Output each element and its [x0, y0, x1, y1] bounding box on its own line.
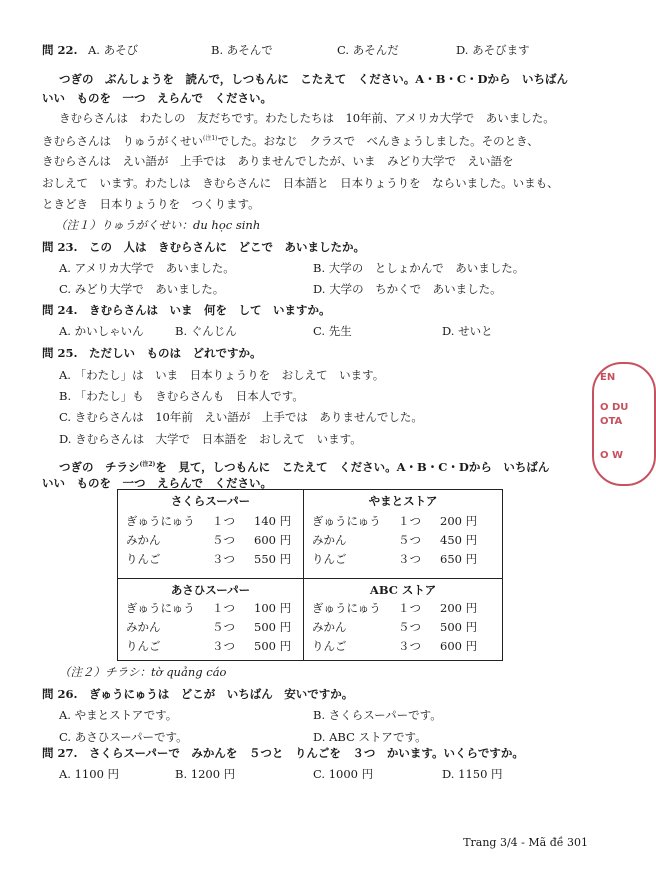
q24-option-b[interactable]: B. ぐんじん [175, 324, 237, 338]
question-24: 問 24. きむらさんは いま 何を して いますか。 [42, 303, 331, 317]
store-card-sakura [118, 490, 303, 578]
price-row: りんご ３つ 550 円 [126, 552, 292, 566]
q26-option-b[interactable]: B. さくらスーパーです。 [313, 708, 442, 722]
price-row: ぎゅうにゅう １つ 200 円 [312, 601, 478, 615]
stamp-text: OTA [600, 416, 623, 427]
q23-option-b[interactable]: B. 大学の としょかんで あいました。 [313, 261, 525, 275]
passage2-instruction: つぎの チラシ$^{(注2)}$を 見て，しつもんに こたえて ください。A・B・C・Dから いちばん [59, 459, 550, 474]
passage1-instruction-2: いい ものを 一つ えらんで ください。 [42, 91, 272, 105]
passage1-instruction: つぎの ぶんしょうを 読んで，しつもんに こたえて ください。A・B・C・Dから いちばん [59, 72, 569, 86]
flyer-table [117, 489, 503, 661]
q23-option-a[interactable]: A. アメリカ大学で あいました。 [59, 261, 235, 275]
passage2-note: （注２）チラシ：tờ quảng cáo [59, 665, 227, 679]
q26-option-a[interactable]: A. やまとストアです。 [59, 708, 178, 722]
question-27: 問 27. さくらスーパーで みかんを ５つと りんごを ３つ かいます。いくらですか。 [42, 746, 524, 760]
page-footer: Trang 3/4 - Mã đề 301 [463, 836, 588, 849]
price-row: ぎゅうにゅう １つ 100 円 [126, 601, 292, 615]
red-stamp [592, 362, 656, 486]
question-25: 問 25. ただしい ものは どれですか。 [42, 346, 262, 360]
question-22-number: 問 22. [42, 43, 78, 57]
store-card-abc [304, 579, 502, 661]
q24-option-a[interactable]: A. かいしゃいん [59, 324, 144, 338]
question-23: 問 23. この 人は きむらさんに どこで あいましたか。 [42, 240, 366, 254]
q26-option-c[interactable]: C. あさひスーパーです。 [59, 730, 188, 744]
passage1-line-5: ときどき 日本りょうりを つくります。 [42, 197, 260, 211]
q25-option-c[interactable]: C. きむらさんは 10年前 えい語が 上手では ありませんでした。 [59, 410, 423, 424]
q22-option-d[interactable]: D. あそびます [456, 43, 530, 57]
passage1-line-2: きむらさんは りゅうがくせい$^{(注1)}$でした。おなじ クラスで べんきょうしました。そのとき、 [42, 133, 539, 148]
store-name: あさひスーパー [170, 583, 251, 597]
footnote-marker-1: (注1) [203, 135, 218, 142]
q22-option-c[interactable]: C. あそんだ [337, 43, 399, 57]
passage1-note: （注１）りゅうがくせい：du học sinh [55, 218, 261, 232]
question-26: 問 26. ぎゅうにゅうは どこが いちばん 安いですか。 [42, 687, 354, 701]
store-card-asahi [118, 579, 303, 661]
price-row: りんご ３つ 650 円 [312, 552, 478, 566]
passage1-line-1: きむらさんは わたしの 友だちです。わたしたちは 10年前、アメリカ大学で あいました。 [59, 111, 555, 125]
q24-option-c[interactable]: C. 先生 [313, 324, 352, 338]
q25-option-b[interactable]: B. 「わたし」も きむらさんも 日本人です。 [59, 389, 304, 403]
q22-option-a[interactable]: A. あそび [88, 43, 139, 57]
stamp-text: EN [600, 372, 616, 383]
price-row: りんご ３つ 600 円 [312, 639, 478, 653]
price-row: みかん ５つ 450 円 [312, 533, 478, 547]
q23-option-c[interactable]: C. みどり大学で あいました。 [59, 282, 225, 296]
q27-option-b[interactable]: B. 1200 円 [175, 767, 236, 781]
stamp-text: O W [600, 450, 624, 461]
stamp-text: O DU [600, 402, 629, 413]
price-row: みかん ５つ 500 円 [126, 620, 292, 634]
price-row: りんご ３つ 500 円 [126, 639, 292, 653]
price-row: ぎゅうにゅう １つ 140 円 [126, 514, 292, 528]
price-row: みかん ５つ 500 円 [312, 620, 478, 634]
footnote-marker-2: (注2) [139, 461, 156, 468]
price-row: ぎゅうにゅう １つ 200 円 [312, 514, 478, 528]
q27-option-d[interactable]: D. 1150 円 [442, 767, 503, 781]
q27-option-a[interactable]: A. 1100 円 [59, 767, 120, 781]
passage1-line-4: おしえて います。わたしは きむらさんに 日本語と 日本りょうりを ならいました。いまも、 [42, 176, 559, 190]
q22-option-b[interactable]: B. あそんで [211, 43, 273, 57]
q23-option-d[interactable]: D. 大学の ちかくで あいました。 [313, 282, 502, 296]
q24-option-d[interactable]: D. せいと [442, 324, 493, 338]
store-name: さくらスーパー [170, 494, 251, 508]
store-card-yamato [304, 490, 502, 578]
q25-option-d[interactable]: D. きむらさんは 大学で 日本語を おしえて います。 [59, 432, 362, 446]
q27-option-c[interactable]: C. 1000 円 [313, 767, 374, 781]
store-name: やまとストア [368, 494, 438, 508]
q25-option-a[interactable]: A. 「わたし」は いま 日本りょうりを おしえて います。 [59, 368, 385, 382]
passage2-instruction-2: いい ものを 一つ えらんで ください。 [42, 476, 272, 490]
q26-option-d[interactable]: D. ABC ストアです。 [313, 730, 427, 744]
price-row: みかん ５つ 600 円 [126, 533, 292, 547]
store-name: ABC ストア [369, 583, 437, 597]
passage1-line-3: きむらさんは えい語が 上手では ありませんでしたが、いま みどり大学で えい語を [42, 154, 514, 168]
